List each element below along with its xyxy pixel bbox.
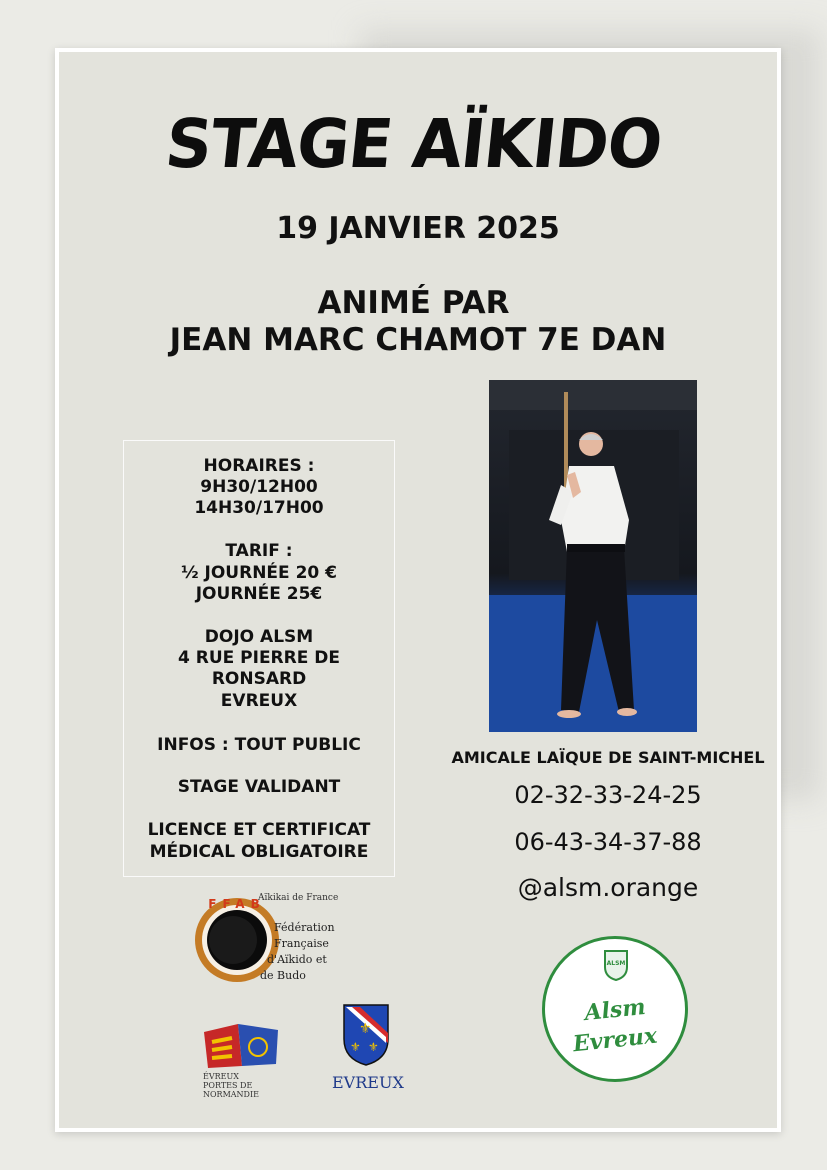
svg-text:ALSM: ALSM bbox=[606, 960, 626, 967]
svg-text:⚜: ⚜ bbox=[359, 1021, 372, 1037]
dojo-street-2: RONSARD bbox=[211, 669, 307, 689]
phone-1[interactable]: 02-32-33-24-25 bbox=[514, 781, 702, 809]
horaires-afternoon: 14H30/17H00 bbox=[194, 498, 324, 518]
horaires-morning: 9H30/12H00 bbox=[200, 477, 318, 497]
tarif-full-day: JOURNÉE 25€ bbox=[195, 584, 323, 604]
normandie-flag-icon bbox=[198, 1020, 282, 1070]
alsm-shield-icon bbox=[603, 949, 629, 981]
instructor-name: JEAN MARC CHAMOT 7E DAN bbox=[169, 322, 667, 358]
tarif-label: TARIF : bbox=[225, 541, 293, 561]
ffab-aikikai: Aïkikai de France bbox=[258, 893, 339, 903]
association-name: AMICALE LAÏQUE DE SAINT-MICHEL bbox=[451, 748, 765, 767]
licence-line-1: LICENCE ET CERTIFICAT bbox=[147, 820, 371, 840]
social-handle[interactable]: @alsm.orange bbox=[517, 873, 699, 902]
instructor-photo bbox=[489, 380, 697, 732]
svg-text:⚜: ⚜ bbox=[350, 1040, 361, 1054]
infos-public: INFOS : TOUT PUBLIC bbox=[157, 735, 361, 755]
ffab-logo bbox=[192, 893, 362, 988]
dojo-city: EVREUX bbox=[220, 691, 298, 711]
ffab-line-3: d'Aïkido et bbox=[267, 953, 327, 966]
alsm-line-2: Evreux bbox=[571, 1022, 659, 1058]
phone-2[interactable]: 06-43-34-37-88 bbox=[514, 828, 702, 856]
evreux-normandie-logo bbox=[198, 1020, 282, 1099]
ffab-line-1: Fédération bbox=[274, 921, 335, 934]
ffab-line-4: de Budo bbox=[260, 969, 306, 982]
instructor-intro: ANIMÉ PAR bbox=[317, 285, 510, 321]
evreux-caption-2: PORTES DE NORMANDIE bbox=[203, 1081, 259, 1099]
alsm-logo bbox=[542, 936, 688, 1082]
ffab-letters: FFAB bbox=[208, 897, 266, 911]
dojo-name: DOJO ALSM bbox=[204, 627, 314, 647]
evreux-caption-1: ÉVREUX bbox=[203, 1072, 239, 1081]
horaires-label: HORAIRES : bbox=[203, 456, 315, 476]
alsm-line-1: Alsm bbox=[583, 993, 647, 1027]
event-date: 19 JANVIER 2025 bbox=[276, 211, 560, 246]
licence-line-2: MÉDICAL OBLIGATOIRE bbox=[149, 842, 369, 862]
stage-validant: STAGE VALIDANT bbox=[177, 777, 341, 797]
dojo-street: 4 RUE PIERRE DE bbox=[177, 648, 340, 668]
svg-text:⚜: ⚜ bbox=[368, 1040, 379, 1054]
evreux-shield-icon bbox=[342, 1003, 390, 1067]
tarif-half-day: ½ JOURNÉE 20 € bbox=[181, 563, 337, 583]
evreux-city-logo bbox=[332, 1003, 402, 1095]
evreux-city-name: EVREUX bbox=[332, 1073, 404, 1092]
ffab-line-2: Française bbox=[274, 937, 329, 950]
poster-title: STAGE AÏKIDO bbox=[161, 106, 666, 184]
